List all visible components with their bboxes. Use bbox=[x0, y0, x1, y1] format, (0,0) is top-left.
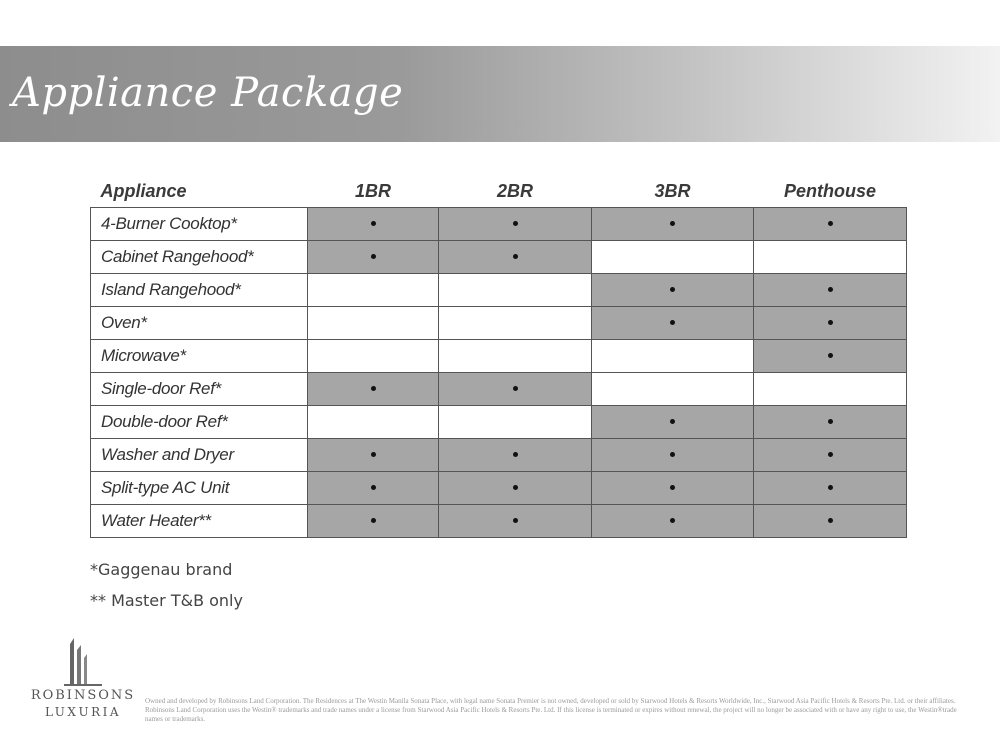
not-included-cell bbox=[439, 340, 592, 373]
title-banner bbox=[0, 46, 1000, 142]
bullet-icon bbox=[371, 254, 376, 259]
appliance-name-cell: Island Rangehood* bbox=[91, 274, 308, 307]
included-cell bbox=[592, 439, 754, 472]
bullet-icon bbox=[670, 320, 675, 325]
not-included-cell bbox=[308, 274, 439, 307]
table-header-row bbox=[91, 175, 907, 208]
table-row bbox=[91, 373, 907, 406]
bullet-icon bbox=[828, 452, 833, 457]
header-2br: 2BR bbox=[496, 180, 533, 201]
appliance-name-cell: Double-door Ref* bbox=[91, 406, 308, 439]
bullet-icon bbox=[371, 386, 376, 391]
bullet-icon bbox=[670, 452, 675, 457]
bullet-icon bbox=[513, 452, 518, 457]
included-cell bbox=[754, 439, 907, 472]
not-included-cell bbox=[592, 340, 754, 373]
table-body bbox=[91, 208, 907, 538]
footnote-gaggenau: *Gaggenau brand bbox=[90, 560, 233, 579]
bullet-icon bbox=[371, 452, 376, 457]
table-row bbox=[91, 241, 907, 274]
included-cell bbox=[439, 505, 592, 538]
not-included-cell bbox=[754, 373, 907, 406]
included-cell bbox=[754, 307, 907, 340]
footnotes bbox=[90, 560, 243, 622]
appliance-table bbox=[90, 175, 907, 538]
table-row bbox=[91, 340, 907, 373]
bullet-icon bbox=[371, 221, 376, 226]
legal-disclaimer: Owned and developed by Robinsons Land Corporation. The Residences at The Westin Manila Sonata Place, with legal name Sonata Premier is not owned, developed or sold by Starwood Hotels & Resorts Worldwide, Inc., Starwood Asia Pacific Hotels & Resorts Pte. Ltd. or their affiliates. Robinsons Land Corporation uses the Westin® trademarks and trade names under a license from Starwood Asia Pacific Hotels & Resorts Pte. Ltd. If this license is terminated or expires without renewal, the project will no longer be associated with or have any right to use, the Westin®trade names or trademarks. bbox=[145, 697, 957, 723]
appliance-name-cell: Microwave* bbox=[91, 340, 308, 373]
included-cell bbox=[592, 208, 754, 241]
not-included-cell bbox=[439, 406, 592, 439]
table-row bbox=[91, 208, 907, 241]
page-title: Appliance Package bbox=[12, 70, 404, 116]
included-cell bbox=[754, 274, 907, 307]
appliance-name-cell: Single-door Ref* bbox=[91, 373, 308, 406]
bullet-icon bbox=[670, 221, 675, 226]
included-cell bbox=[754, 406, 907, 439]
included-cell bbox=[439, 472, 592, 505]
not-included-cell bbox=[308, 406, 439, 439]
bullet-icon bbox=[828, 518, 833, 523]
bullet-icon bbox=[828, 485, 833, 490]
header-3br: 3BR bbox=[654, 180, 691, 201]
included-cell bbox=[308, 241, 439, 274]
table-row bbox=[91, 406, 907, 439]
included-cell bbox=[308, 208, 439, 241]
bullet-icon bbox=[828, 353, 833, 358]
bullet-icon bbox=[371, 485, 376, 490]
bullet-icon bbox=[513, 485, 518, 490]
included-cell bbox=[308, 373, 439, 406]
building-logo-icon bbox=[60, 636, 106, 686]
table-row bbox=[91, 307, 907, 340]
logo-wordmark-robinsons: ROBINSONS bbox=[30, 688, 136, 703]
included-cell bbox=[592, 406, 754, 439]
appliance-name-cell: Cabinet Rangehood* bbox=[91, 241, 308, 274]
not-included-cell bbox=[439, 307, 592, 340]
included-cell bbox=[754, 340, 907, 373]
not-included-cell bbox=[592, 373, 754, 406]
bullet-icon bbox=[513, 254, 518, 259]
included-cell bbox=[754, 472, 907, 505]
included-cell bbox=[592, 472, 754, 505]
appliance-name-cell: Oven* bbox=[91, 307, 308, 340]
table-row bbox=[91, 472, 907, 505]
included-cell bbox=[439, 373, 592, 406]
bullet-icon bbox=[670, 287, 675, 292]
bullet-icon bbox=[371, 518, 376, 523]
not-included-cell bbox=[308, 307, 439, 340]
header-appliance: Appliance bbox=[100, 180, 187, 201]
bullet-icon bbox=[828, 320, 833, 325]
appliance-name-cell: Washer and Dryer bbox=[91, 439, 308, 472]
bullet-icon bbox=[513, 518, 518, 523]
included-cell bbox=[308, 505, 439, 538]
logo-wordmark-luxuria: LUXURIA bbox=[44, 705, 122, 719]
appliance-name-cell: 4-Burner Cooktop* bbox=[91, 208, 308, 241]
not-included-cell bbox=[439, 274, 592, 307]
bullet-icon bbox=[670, 485, 675, 490]
bullet-icon bbox=[828, 419, 833, 424]
table-row bbox=[91, 505, 907, 538]
table-row bbox=[91, 274, 907, 307]
not-included-cell bbox=[308, 340, 439, 373]
footnote-master-tb: ** Master T&B only bbox=[90, 591, 243, 610]
appliance-name-cell: Split-type AC Unit bbox=[91, 472, 308, 505]
bullet-icon bbox=[828, 221, 833, 226]
bullet-icon bbox=[513, 221, 518, 226]
appliance-name-cell: Water Heater** bbox=[91, 505, 308, 538]
bullet-icon bbox=[670, 419, 675, 424]
included-cell bbox=[592, 505, 754, 538]
bullet-icon bbox=[513, 386, 518, 391]
included-cell bbox=[439, 439, 592, 472]
included-cell bbox=[308, 472, 439, 505]
not-included-cell bbox=[592, 241, 754, 274]
header-1br: 1BR bbox=[354, 180, 391, 201]
table-row bbox=[91, 439, 907, 472]
robinsons-luxuria-logo bbox=[28, 636, 138, 726]
bullet-icon bbox=[670, 518, 675, 523]
included-cell bbox=[592, 274, 754, 307]
included-cell bbox=[308, 439, 439, 472]
included-cell bbox=[592, 307, 754, 340]
header-penthouse: Penthouse bbox=[783, 180, 876, 201]
not-included-cell bbox=[754, 241, 907, 274]
included-cell bbox=[439, 208, 592, 241]
included-cell bbox=[754, 208, 907, 241]
included-cell bbox=[439, 241, 592, 274]
bullet-icon bbox=[828, 287, 833, 292]
included-cell bbox=[754, 505, 907, 538]
